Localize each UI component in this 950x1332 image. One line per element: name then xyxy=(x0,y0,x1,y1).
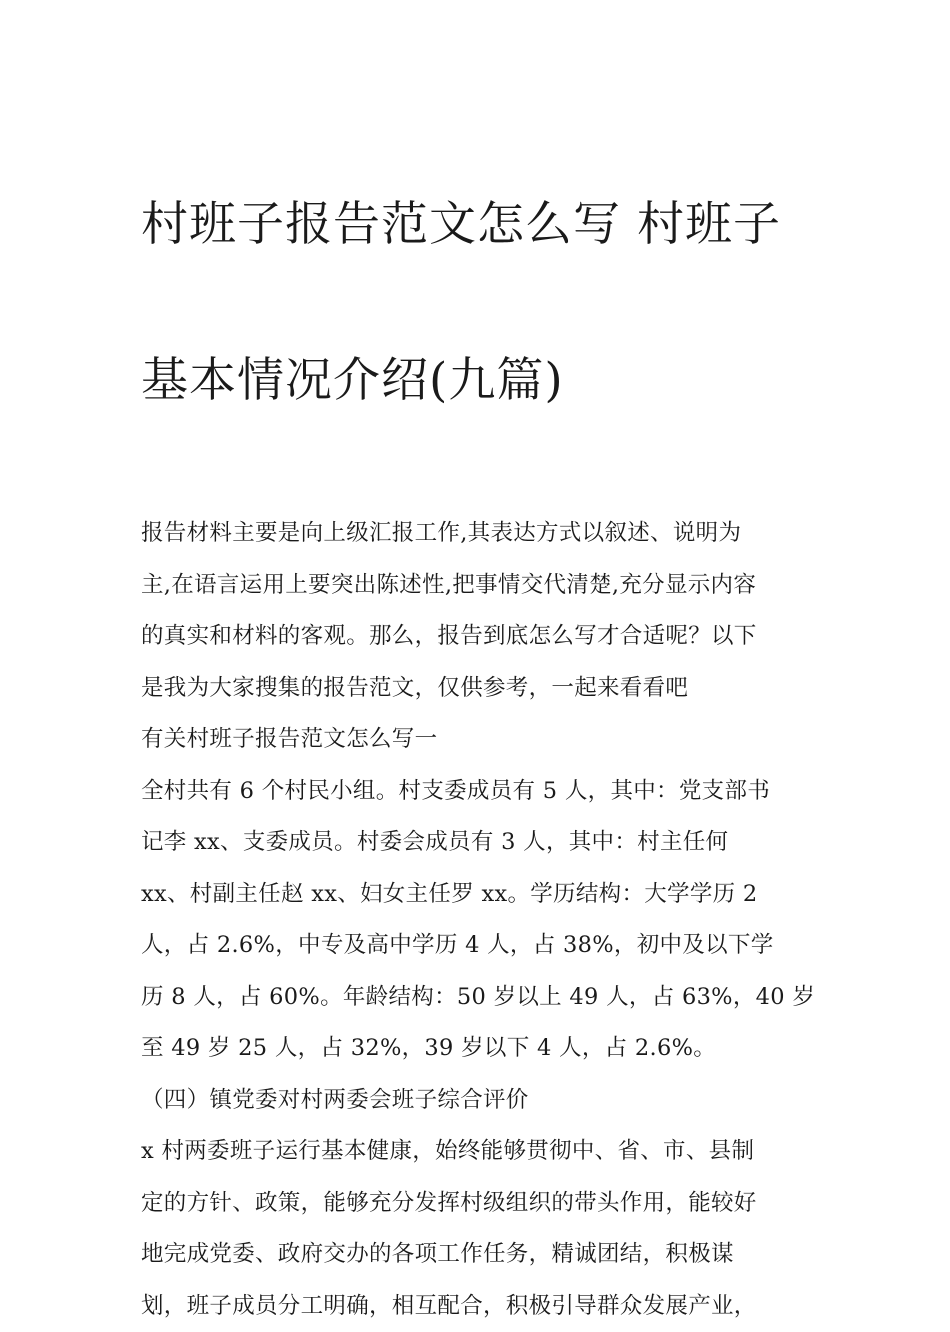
evaluation-line-1: x 村两委班子运行基本健康，始终能够贯彻中、省、市、县制 xyxy=(141,1126,816,1178)
section-heading xyxy=(141,714,816,766)
evaluation-line-2: 定的方针、政策，能够充分发挥村级组织的带头作用，能较好 xyxy=(141,1178,816,1230)
title-line-2: 基本情况介绍(九篇) xyxy=(141,342,816,420)
evaluation-subheading xyxy=(141,1075,816,1127)
body-line-1: 全村共有 6 个村民小组。村支委成员有 5 人，其中：党支部书 xyxy=(141,766,816,818)
intro-line-4: 是我为大家搜集的报告范文，仅供参考，一起来看看吧 xyxy=(141,663,816,715)
intro-line-2: 主,在语言运用上要突出陈述性,把事情交代清楚,充分显示内容 xyxy=(141,560,816,612)
section-heading-text: 有关村班子报告范文怎么写一 xyxy=(141,714,816,766)
intro-paragraph xyxy=(141,508,816,714)
body-line-6: 至 49 岁 25 人，占 32%，39 岁以下 4 人，占 2.6%。 xyxy=(141,1023,816,1075)
body-line-3: xx、村副主任赵 xx、妇女主任罗 xx。学历结构：大学学历 2 xyxy=(141,869,816,921)
evaluation-line-3: 地完成党委、政府交办的各项工作任务，精诚团结，积极谋 xyxy=(141,1229,816,1281)
evaluation-line-4: 划，班子成员分工明确，相互配合，积极引导群众发展产业， xyxy=(141,1281,816,1332)
intro-line-1: 报告材料主要是向上级汇报工作,其表达方式以叙述、说明为 xyxy=(141,508,816,560)
evaluation-paragraph xyxy=(141,1126,816,1332)
body-line-5: 历 8 人，占 60%。年龄结构：50 岁以上 49 人，占 63%，40 岁 xyxy=(141,972,816,1024)
evaluation-subheading-text: （四）镇党委对村两委会班子综合评价 xyxy=(141,1075,816,1127)
title-line-1: 村班子报告范文怎么写 村班子 xyxy=(141,186,816,264)
document-title xyxy=(141,108,816,498)
intro-line-3: 的真实和材料的客观。那么，报告到底怎么写才合适呢？以下 xyxy=(141,611,816,663)
document-page xyxy=(141,108,816,1332)
body-line-2: 记李 xx、支委成员。村委会成员有 3 人，其中：村主任何 xyxy=(141,817,816,869)
section-body-paragraph xyxy=(141,766,816,1075)
body-line-4: 人，占 2.6%，中专及高中学历 4 人，占 38%，初中及以下学 xyxy=(141,920,816,972)
